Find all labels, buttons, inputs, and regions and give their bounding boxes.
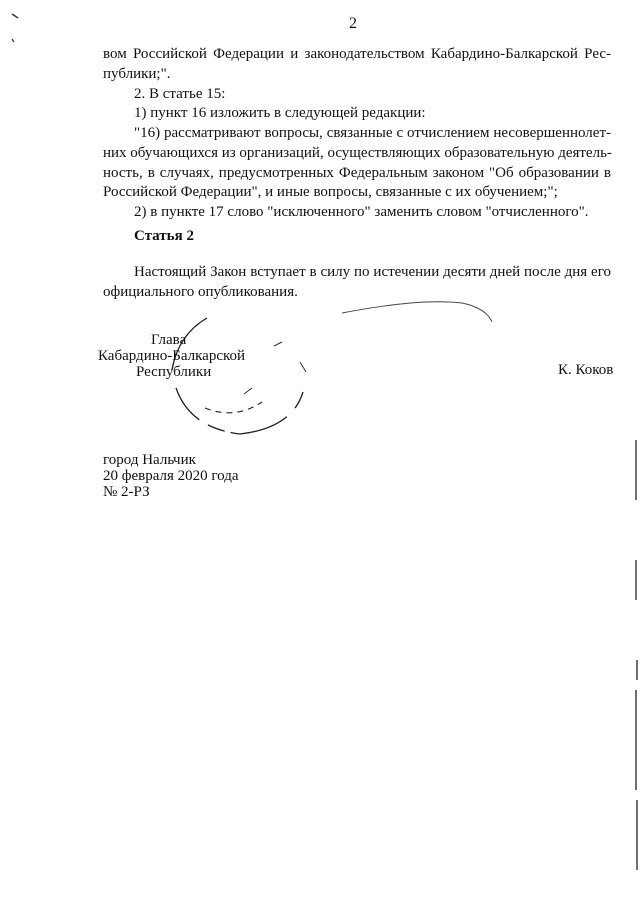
scan-mark (12, 14, 18, 18)
footer-date: 20 февраля 2020 года (103, 468, 239, 484)
stamp-fragment (244, 388, 252, 394)
stamp-fragment (274, 342, 282, 346)
paragraph-line: Российской Федерации", и иные вопросы, связанные с их обучением;"; (103, 184, 558, 200)
paragraph-line: публики;". (103, 66, 171, 82)
stamp-inner-ring (205, 402, 262, 413)
signature-title-line: Глава (151, 332, 187, 348)
paragraph-line: Настоящий Закон вступает в силу по истечении десяти дней после дня его (134, 264, 611, 280)
footer-law-number: № 2-РЗ (103, 484, 150, 500)
footer-city: город Нальчик (103, 452, 196, 468)
signatory-name: К. Коков (558, 362, 614, 378)
stamp-fragment (300, 362, 306, 372)
article-heading: Статья 2 (134, 228, 194, 244)
signature-title-line: Кабардино-Балкарской (98, 348, 246, 364)
paragraph-line: 2. В статье 15: (134, 86, 226, 102)
paragraph-line: 1) пункт 16 изложить в следующей редакции: (134, 105, 426, 121)
signature-stroke (342, 302, 492, 322)
stamp-outer-ring (176, 388, 303, 434)
paragraph-line: 2) в пункте 17 слово "исключенного" заменить словом "отчисленного". (134, 204, 589, 220)
paragraph-line: официального опубликования. (103, 284, 298, 300)
signature-title-line: Республики (136, 364, 212, 380)
paragraph-line: "16) рассматривают вопросы, связанные с отчислением несовершеннолет- (134, 125, 611, 141)
paragraph-line: них обучающихся из организаций, осуществляющих образовательную деятель- (103, 145, 612, 161)
paragraph-line: вом Российской Федерации и законодательством Кабардино-Балкарской Рес- (103, 46, 611, 62)
page-number: 2 (349, 15, 357, 32)
scan-mark (12, 39, 14, 42)
paragraph-line: ность, в случаях, предусмотренных Федеральным законом "Об образовании в (103, 165, 611, 181)
